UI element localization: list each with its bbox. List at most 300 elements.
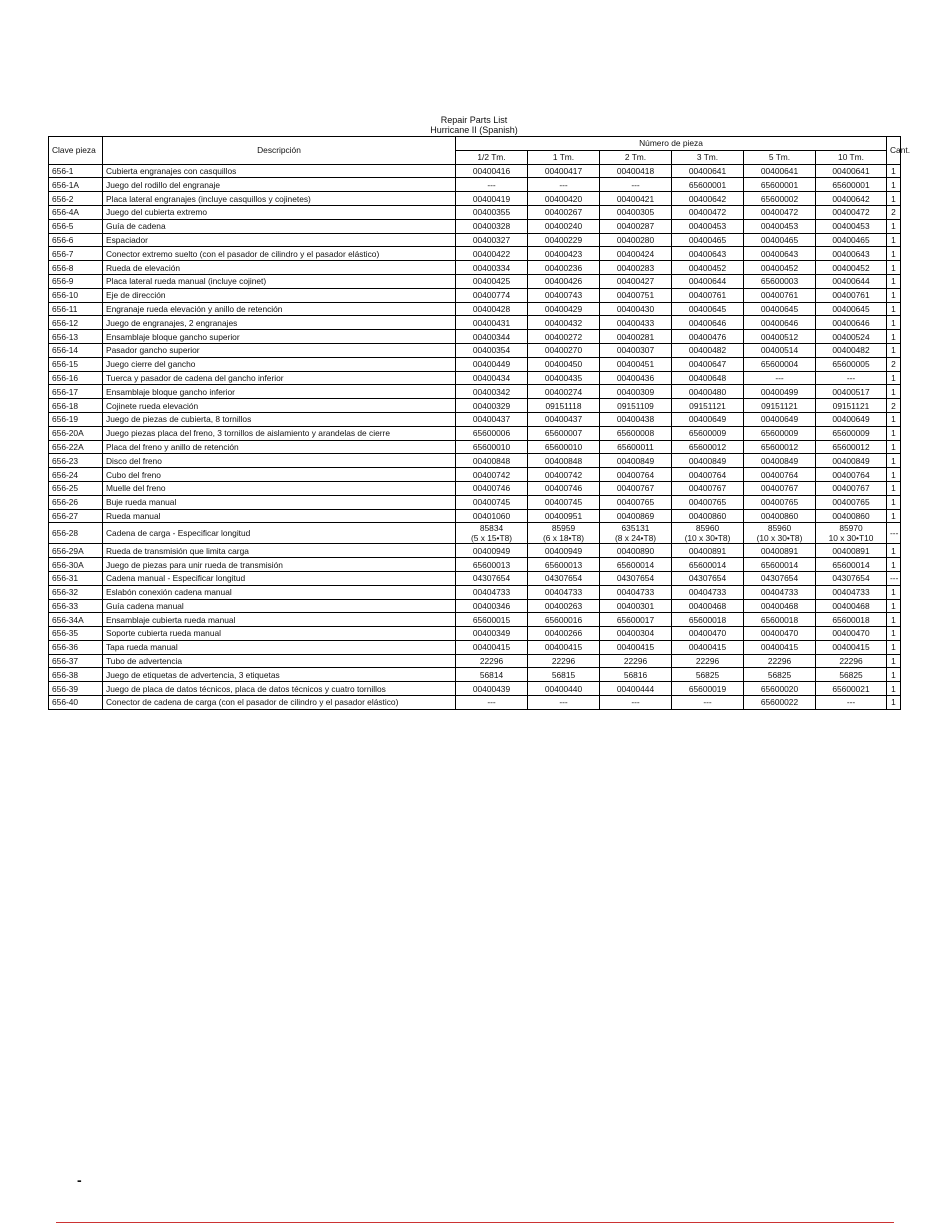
part-number-cell: 00400949 (528, 544, 600, 558)
part-number-cell: 00400354 (456, 343, 528, 357)
part-description-cell: Guía de cadena (103, 219, 456, 233)
part-number-cell: 00400418 (600, 164, 672, 178)
chain-spec-line: 10 x 30•T10 (828, 533, 874, 544)
table-row (49, 288, 901, 302)
part-number-cell: 00400648 (672, 371, 744, 385)
part-number-cell: 65600018 (744, 613, 816, 627)
part-number-cell (744, 523, 816, 544)
quantity-cell: 1 (887, 544, 901, 558)
part-number-cell (600, 523, 672, 544)
part-code-cell: 656-1 (49, 164, 103, 178)
part-number-cell: 00400420 (528, 192, 600, 206)
part-description-cell: Pasador gancho superior (103, 343, 456, 357)
footer-divider (56, 1222, 894, 1223)
part-number-cell: 00400765 (600, 495, 672, 509)
part-number-cell: 65600014 (744, 558, 816, 572)
part-number-cell: 00400415 (456, 640, 528, 654)
table-row (49, 343, 901, 357)
part-number-cell: 65600019 (672, 682, 744, 696)
part-description-cell: Rueda manual (103, 509, 456, 523)
part-number-cell: 65600001 (816, 178, 887, 192)
part-number-cell: 00400742 (456, 468, 528, 482)
part-number-cell: 00400765 (672, 495, 744, 509)
part-number-cell: 22296 (600, 654, 672, 668)
part-description-cell: Placa del freno y anillo de retención (103, 440, 456, 454)
part-code-cell: 656-25 (49, 481, 103, 495)
quantity-cell: 1 (887, 481, 901, 495)
part-code-cell: 656-20A (49, 426, 103, 440)
part-number-cell: 00400229 (528, 233, 600, 247)
part-number-cell: 00400849 (600, 454, 672, 468)
part-code-cell: 656-17 (49, 385, 103, 399)
part-number-cell: 22296 (744, 654, 816, 668)
part-number-cell: 00400342 (456, 385, 528, 399)
part-description-cell: Eje de dirección (103, 288, 456, 302)
part-description-cell: Cubo del freno (103, 468, 456, 482)
part-code-cell: 656-18 (49, 399, 103, 413)
quantity-cell: 1 (887, 371, 901, 385)
part-number-cell: 65600018 (816, 613, 887, 627)
part-code-cell: 656-37 (49, 654, 103, 668)
part-number-cell: 09151121 (744, 399, 816, 413)
part-number-cell: 65600008 (600, 426, 672, 440)
part-code-cell: 656-33 (49, 599, 103, 613)
part-number-cell: 00400334 (456, 261, 528, 275)
part-number-cell: 00400327 (456, 233, 528, 247)
part-description-cell: Juego del cubierta extremo (103, 205, 456, 219)
part-description-cell: Juego de placa de datos técnicos, placa de datos técnicos y cuatro tornillos (103, 682, 456, 696)
part-number-cell: 00400642 (816, 192, 887, 206)
table-row (49, 613, 901, 627)
quantity-cell: 1 (887, 454, 901, 468)
part-code-cell: 656-31 (49, 571, 103, 585)
part-number-cell: 00400329 (456, 399, 528, 413)
part-number-line: 85834 (479, 523, 504, 534)
part-number-cell: 65600018 (672, 613, 744, 627)
table-row (49, 481, 901, 495)
part-number-cell (672, 523, 744, 544)
part-number-cell: 00400287 (600, 219, 672, 233)
quantity-cell: --- (887, 571, 901, 585)
part-number-line: 85960 (695, 523, 720, 534)
quantity-cell: 1 (887, 247, 901, 261)
part-number-cell: 00400470 (672, 627, 744, 641)
part-number-cell: 00400431 (456, 316, 528, 330)
part-number-cell: 00400270 (528, 343, 600, 357)
quantity-cell: --- (887, 523, 901, 544)
part-number-cell: 00400438 (600, 412, 672, 426)
part-number-cell: 00400433 (600, 316, 672, 330)
part-number-cell: 65600016 (528, 613, 600, 627)
quantity-cell: 1 (887, 599, 901, 613)
document-subtitle: Hurricane II (Spanish) (430, 125, 518, 135)
part-number-cell: 04307654 (816, 571, 887, 585)
part-number-cell: 04307654 (672, 571, 744, 585)
part-number-cell: 65600014 (672, 558, 744, 572)
part-number-cell: 56825 (744, 668, 816, 682)
part-code-cell: 656-9 (49, 274, 103, 288)
part-description-cell: Disco del freno (103, 454, 456, 468)
part-number-cell: 65600010 (456, 440, 528, 454)
part-number-cell: 00400743 (528, 288, 600, 302)
part-code-cell: 656-27 (49, 509, 103, 523)
part-number-cell: 00400272 (528, 330, 600, 344)
part-number-cell: 00400641 (816, 164, 887, 178)
part-number-cell: 00400424 (600, 247, 672, 261)
table-row (49, 371, 901, 385)
part-number-cell: 00400274 (528, 385, 600, 399)
part-number-cell: 00404733 (816, 585, 887, 599)
part-number-cell: 04307654 (744, 571, 816, 585)
quantity-cell: 1 (887, 412, 901, 426)
table-row (49, 316, 901, 330)
part-description-cell: Conector extremo suelto (con el pasador de cilindro y el pasador elástico) (103, 247, 456, 261)
part-number-cell: 00400355 (456, 205, 528, 219)
table-row (49, 599, 901, 613)
part-number-cell: 00400951 (528, 509, 600, 523)
part-number-cell: 00400761 (672, 288, 744, 302)
table-row (49, 330, 901, 344)
part-description-cell: Juego de piezas para unir rueda de transmisión (103, 558, 456, 572)
part-code-cell: 656-40 (49, 696, 103, 710)
part-description-cell: Placa lateral rueda manual (incluye cojinet) (103, 274, 456, 288)
part-description-cell: Cadena de carga - Especificar longitud (103, 523, 456, 544)
table-row (49, 164, 901, 178)
quantity-cell: 1 (887, 654, 901, 668)
part-code-cell: 656-16 (49, 371, 103, 385)
part-number-cell: 00400761 (816, 288, 887, 302)
part-number-cell: 00400449 (456, 357, 528, 371)
part-number-cell: 00400440 (528, 682, 600, 696)
part-number-cell: 00400432 (528, 316, 600, 330)
table-row (49, 192, 901, 206)
quantity-cell: 1 (887, 343, 901, 357)
part-number-cell: 00400891 (816, 544, 887, 558)
part-number-cell: 65600021 (816, 682, 887, 696)
header-descripcion: Descripción (103, 137, 456, 165)
part-number-cell: 00404733 (744, 585, 816, 599)
quantity-cell: 2 (887, 205, 901, 219)
part-number-cell: 00400416 (456, 164, 528, 178)
chain-spec-line: (6 x 18•T8) (542, 533, 585, 544)
part-number-cell: 00400453 (672, 219, 744, 233)
part-number-cell: 00400644 (816, 274, 887, 288)
table-row (49, 219, 901, 233)
part-number-cell: 00400437 (528, 412, 600, 426)
part-number-cell: 22296 (816, 654, 887, 668)
quantity-cell: 1 (887, 192, 901, 206)
table-row (49, 468, 901, 482)
part-number-cell: --- (528, 696, 600, 710)
part-number-cell: 00400767 (816, 481, 887, 495)
part-number-cell: 00400647 (672, 357, 744, 371)
part-number-cell: 65600009 (744, 426, 816, 440)
table-row (49, 261, 901, 275)
part-description-cell: Cojinete rueda elevación (103, 399, 456, 413)
part-number-cell: 65600004 (744, 357, 816, 371)
part-number-cell: 00400765 (816, 495, 887, 509)
part-description-cell: Guía cadena manual (103, 599, 456, 613)
part-number-cell: 56814 (456, 668, 528, 682)
part-code-cell: 656-14 (49, 343, 103, 357)
chain-spec-line: (8 x 24•T8) (614, 533, 657, 544)
part-number-cell: 00404733 (672, 585, 744, 599)
table-row (49, 544, 901, 558)
part-number-cell: 00400304 (600, 627, 672, 641)
part-number-cell: 00400514 (744, 343, 816, 357)
part-number-cell: 00400439 (456, 682, 528, 696)
part-number-cell: 00404733 (528, 585, 600, 599)
table-row (49, 558, 901, 572)
part-number-cell: 00400482 (816, 343, 887, 357)
part-number-cell: 00400263 (528, 599, 600, 613)
table-row (49, 385, 901, 399)
quantity-cell: 1 (887, 219, 901, 233)
part-number-cell: --- (600, 696, 672, 710)
part-number-cell: 65600017 (600, 613, 672, 627)
header-cant: Cant. (887, 137, 901, 165)
part-number-cell: 00400451 (600, 357, 672, 371)
table-row (49, 682, 901, 696)
part-number-cell: 00400849 (744, 454, 816, 468)
part-number-cell (456, 523, 528, 544)
part-number-cell: 00400444 (600, 682, 672, 696)
part-number-cell: 00400649 (816, 412, 887, 426)
part-number-cell: 00400423 (528, 247, 600, 261)
part-description-cell: Juego de engranajes, 2 engranajes (103, 316, 456, 330)
quantity-cell: 1 (887, 330, 901, 344)
part-number-cell: 65600012 (744, 440, 816, 454)
part-number-cell: 00400869 (600, 509, 672, 523)
quantity-cell: 1 (887, 682, 901, 696)
part-number-cell: 00400643 (816, 247, 887, 261)
part-number-cell: 00400767 (744, 481, 816, 495)
part-code-cell: 656-30A (49, 558, 103, 572)
part-number-cell: 00400346 (456, 599, 528, 613)
part-code-cell: 656-15 (49, 357, 103, 371)
part-number-cell: 65600001 (744, 178, 816, 192)
table-row (49, 205, 901, 219)
part-number-cell: 56815 (528, 668, 600, 682)
part-number-cell: 04307654 (528, 571, 600, 585)
part-number-cell: 09151121 (816, 399, 887, 413)
part-number-cell: 00400435 (528, 371, 600, 385)
part-code-cell: 656-4A (49, 205, 103, 219)
part-description-cell: Ensamblaje cubierta rueda manual (103, 613, 456, 627)
part-number-line: 635131 (621, 523, 650, 534)
part-number-cell: 00400891 (744, 544, 816, 558)
part-number-cell: 00400301 (600, 599, 672, 613)
document-title: Repair Parts List (440, 115, 508, 125)
header-row-main (49, 137, 901, 151)
part-description-cell: Cadena manual - Especificar longitud (103, 571, 456, 585)
part-description-cell: Juego del rodillo del engranaje (103, 178, 456, 192)
part-number-cell: 65600014 (600, 558, 672, 572)
part-number-line: 85970 (839, 523, 863, 534)
part-number-cell: 00400764 (672, 468, 744, 482)
part-number-cell: 04307654 (456, 571, 528, 585)
repair-parts-table (48, 136, 911, 710)
part-number-cell: 00400848 (456, 454, 528, 468)
part-code-cell: 656-32 (49, 585, 103, 599)
quantity-cell: 1 (887, 585, 901, 599)
part-description-cell: Juego de piezas de cubierta, 8 tornillos (103, 412, 456, 426)
quantity-cell: 1 (887, 640, 901, 654)
header-capacity: 1/2 Tm. (456, 150, 528, 164)
header-capacity: 2 Tm. (600, 150, 672, 164)
part-number-cell: 00400645 (744, 302, 816, 316)
part-number-cell: 00400422 (456, 247, 528, 261)
part-number-cell: 00400417 (528, 164, 600, 178)
part-code-cell: 656-35 (49, 627, 103, 641)
part-code-cell: 656-38 (49, 668, 103, 682)
part-number-cell: 00400643 (744, 247, 816, 261)
part-number-cell: 00400764 (744, 468, 816, 482)
table-row (49, 302, 901, 316)
table-row (49, 640, 901, 654)
part-number-cell: 00400646 (672, 316, 744, 330)
part-number-cell: 00400450 (528, 357, 600, 371)
part-code-cell: 656-12 (49, 316, 103, 330)
quantity-cell: 1 (887, 302, 901, 316)
part-description-cell: Juego cierre del gancho (103, 357, 456, 371)
part-code-cell: 656-36 (49, 640, 103, 654)
part-number-cell: 65600002 (744, 192, 816, 206)
part-description-cell: Eslabón conexión cadena manual (103, 585, 456, 599)
part-description-cell: Buje rueda manual (103, 495, 456, 509)
part-number-cell: 00400236 (528, 261, 600, 275)
part-description-cell: Engranaje rueda elevación y anillo de retención (103, 302, 456, 316)
part-description-cell: Espaciador (103, 233, 456, 247)
part-number-cell: 65600009 (816, 426, 887, 440)
part-number-cell: 22296 (672, 654, 744, 668)
part-number-cell: 00400453 (744, 219, 816, 233)
part-number-cell: 00400465 (816, 233, 887, 247)
part-number-cell: 00400307 (600, 343, 672, 357)
part-number-cell: --- (816, 696, 887, 710)
part-code-cell: 656-26 (49, 495, 103, 509)
part-description-cell: Juego piezas placa del freno, 3 tornillos de aislamiento y arandelas de cierre (103, 426, 456, 440)
part-code-cell: 656-19 (49, 412, 103, 426)
quantity-cell: 1 (887, 288, 901, 302)
part-description-cell: Rueda de transmisión que limita carga (103, 544, 456, 558)
quantity-cell: 1 (887, 558, 901, 572)
header-capacity: 10 Tm. (816, 150, 887, 164)
part-number-cell: 00400415 (816, 640, 887, 654)
part-number-cell: 00400646 (816, 316, 887, 330)
part-number-cell: 00400452 (744, 261, 816, 275)
part-description-cell: Conector de cadena de carga (con el pasador de cilindro y el pasador elástico) (103, 696, 456, 710)
part-number-cell: 00400452 (816, 261, 887, 275)
quantity-cell: 1 (887, 696, 901, 710)
part-description-cell: Tubo de advertencia (103, 654, 456, 668)
part-number-cell: 00400240 (528, 219, 600, 233)
part-number-cell: 65600022 (744, 696, 816, 710)
part-number-cell: 00400849 (672, 454, 744, 468)
part-number-cell: 00400468 (816, 599, 887, 613)
quantity-cell: 1 (887, 495, 901, 509)
quantity-cell: 1 (887, 509, 901, 523)
part-number-cell: 00400437 (456, 412, 528, 426)
part-number-cell: 65600009 (672, 426, 744, 440)
part-number-cell: --- (528, 178, 600, 192)
part-number-cell: 04307654 (600, 571, 672, 585)
table-row (49, 233, 901, 247)
part-number-cell: 00400764 (816, 468, 887, 482)
part-description-cell: Placa lateral engranajes (incluye casquillos y cojinetes) (103, 192, 456, 206)
part-number-cell: 00400434 (456, 371, 528, 385)
part-number-cell: 00400649 (744, 412, 816, 426)
part-number-cell: 00400860 (744, 509, 816, 523)
quantity-cell: 1 (887, 274, 901, 288)
table-titles (48, 115, 900, 135)
part-code-cell: 656-1A (49, 178, 103, 192)
part-number-cell: 00400476 (672, 330, 744, 344)
table-row (49, 495, 901, 509)
part-number-cell: 00400642 (672, 192, 744, 206)
part-number-cell: 65600012 (672, 440, 744, 454)
quantity-cell: 1 (887, 178, 901, 192)
chain-spec-line: (5 x 15•T8) (470, 533, 513, 544)
part-number-cell: 09151121 (672, 399, 744, 413)
part-number-cell: 00400328 (456, 219, 528, 233)
header-capacity: 1 Tm. (528, 150, 600, 164)
quantity-cell: 1 (887, 233, 901, 247)
part-number-cell: 65600014 (816, 558, 887, 572)
part-number-cell: 00400415 (744, 640, 816, 654)
part-description-cell: Cubierta engranajes con casquillos (103, 164, 456, 178)
part-number-cell: 00400641 (744, 164, 816, 178)
part-number-cell: 00400745 (456, 495, 528, 509)
part-number-cell: 00400472 (744, 205, 816, 219)
table-row (49, 399, 901, 413)
part-number-cell: 65600006 (456, 426, 528, 440)
part-number-cell: 00400890 (600, 544, 672, 558)
part-description-cell: Juego de etiquetas de advertencia, 3 etiquetas (103, 668, 456, 682)
quantity-cell: 1 (887, 627, 901, 641)
part-number-cell: 00400764 (600, 468, 672, 482)
table-row (49, 696, 901, 710)
part-description-cell: Rueda de elevación (103, 261, 456, 275)
table-row (49, 523, 901, 544)
part-number-cell: 00400849 (816, 454, 887, 468)
part-number-cell: 22296 (528, 654, 600, 668)
part-code-cell: 656-10 (49, 288, 103, 302)
part-number-cell: 00400305 (600, 205, 672, 219)
part-number-cell: 00400419 (456, 192, 528, 206)
part-number-cell: 00400452 (672, 261, 744, 275)
part-number-cell: 00400746 (456, 481, 528, 495)
part-description-cell: Ensamblaje bloque gancho inferior (103, 385, 456, 399)
part-number-cell: 00400767 (600, 481, 672, 495)
part-number-cell: 65600013 (528, 558, 600, 572)
part-code-cell: 656-23 (49, 454, 103, 468)
part-number-cell: 00400891 (672, 544, 744, 558)
part-number-cell: 00400465 (672, 233, 744, 247)
quantity-cell: 1 (887, 613, 901, 627)
part-number-cell: 00400415 (528, 640, 600, 654)
part-number-cell: 00400949 (456, 544, 528, 558)
part-number-cell: 65600007 (528, 426, 600, 440)
quantity-cell: 1 (887, 440, 901, 454)
part-number-cell: 00400465 (744, 233, 816, 247)
part-number-cell: 00400644 (672, 274, 744, 288)
header-numero: Número de pieza (456, 137, 887, 151)
part-code-cell: 656-34A (49, 613, 103, 627)
part-number-cell: 00400646 (744, 316, 816, 330)
part-number-cell: 00400765 (744, 495, 816, 509)
part-number-cell: 00400453 (816, 219, 887, 233)
